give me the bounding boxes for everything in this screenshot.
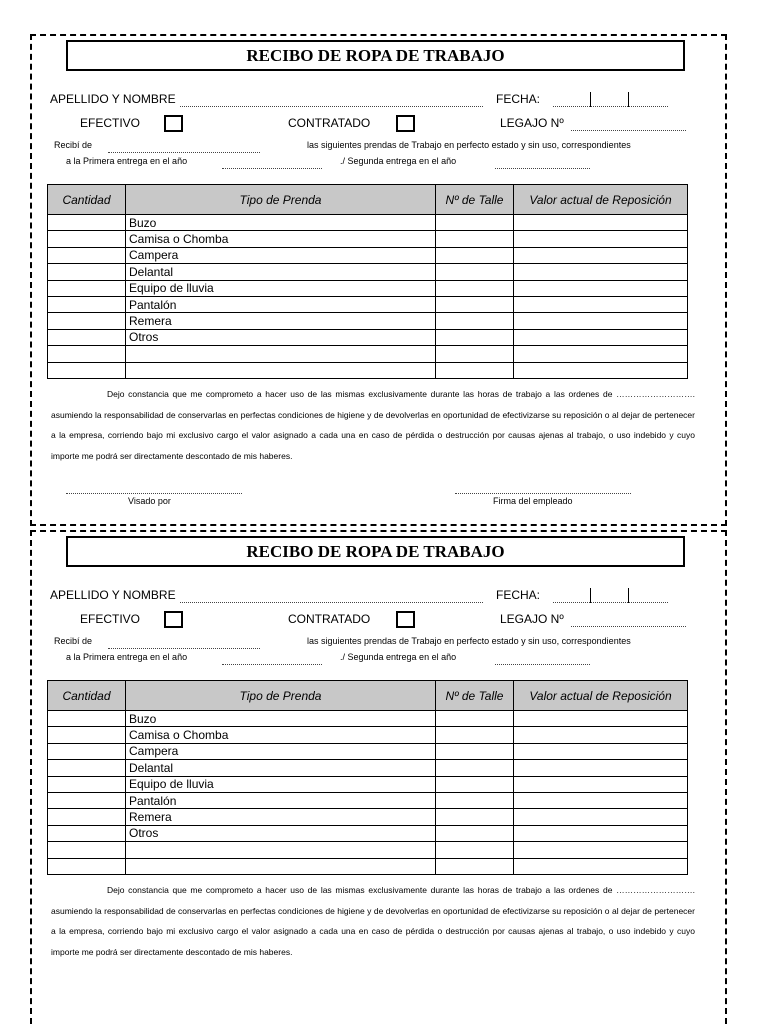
talle-cell[interactable] [436, 362, 514, 378]
valor-cell[interactable] [514, 760, 688, 776]
visado-signature-line[interactable] [66, 493, 242, 494]
prenda-cell: Campera [126, 247, 436, 263]
talle-cell[interactable] [436, 247, 514, 263]
contratado-label: CONTRATADO [288, 612, 371, 626]
valor-cell[interactable] [514, 842, 688, 858]
cantidad-cell[interactable] [48, 231, 126, 247]
visado-label: Visado por [128, 496, 171, 506]
prenda-cell: Campera [126, 743, 436, 759]
primera-entrega-label: a la Primera entrega en el año [66, 156, 188, 166]
table-row [48, 346, 688, 362]
prenda-cell[interactable] [126, 346, 436, 362]
fecha-field[interactable] [553, 106, 668, 107]
table-header-row [48, 681, 688, 711]
col-cantidad: Cantidad [48, 185, 126, 215]
table-row [48, 809, 688, 825]
valor-cell[interactable] [514, 247, 688, 263]
table-header-row [48, 185, 688, 215]
valor-cell[interactable] [514, 858, 688, 874]
col-tipo-prenda: Tipo de Prenda [126, 185, 436, 215]
recibi-label: Recibí de [54, 636, 93, 646]
fecha-divider [628, 92, 629, 107]
declaration-paragraph: Dejo constancia que me comprometo a hacer uso de las mismas exclusivamente durante las horas de trabajo a las ordenes de ………………………. asumiendo la responsabilidad de conservarlas en perfectas condiciones de higiene y de devolverlas en oportunidad de efectivizarse su reposición o al dejar de pertenecer a la empresa, corriendo bajo mi exclusivo cargo el valor asignado a cada una en caso de pérdida o destrucción por causas ajenas al trabajo, o uso indebido y cuyo importe me podrá ser directamente descontado de mis haberes. [51, 389, 695, 461]
prenda-cell: Equipo de lluvia [126, 280, 436, 296]
table-row [48, 215, 688, 231]
fecha-divider [590, 92, 591, 107]
valor-cell[interactable] [514, 231, 688, 247]
cantidad-cell[interactable] [48, 280, 126, 296]
receipt-section-1 [0, 0, 768, 506]
apellido-field[interactable] [180, 106, 483, 107]
col-talle: Nº de Talle [436, 185, 514, 215]
prenda-cell: Delantal [126, 264, 436, 280]
receipt-section-2 [0, 496, 768, 986]
firma-signature-line[interactable] [455, 493, 631, 494]
talle-cell[interactable] [436, 842, 514, 858]
talle-cell[interactable] [436, 215, 514, 231]
legajo-label: LEGAJO Nº [500, 612, 564, 626]
table-row [48, 264, 688, 280]
cantidad-cell[interactable] [48, 711, 126, 727]
table-row [48, 313, 688, 329]
recibi-label: Recibí de [54, 140, 93, 150]
table-row [48, 280, 688, 296]
efectivo-label: EFECTIVO [80, 116, 141, 130]
prenda-cell: Buzo [126, 215, 436, 231]
talle-cell[interactable] [436, 346, 514, 362]
items-table [47, 680, 688, 875]
valor-cell[interactable] [514, 825, 688, 841]
talle-cell[interactable] [436, 809, 514, 825]
table-row [48, 711, 688, 727]
form-title: RECIBO DE ROPA DE TRABAJO [66, 40, 685, 71]
valor-cell[interactable] [514, 346, 688, 362]
col-cantidad: Cantidad [48, 681, 126, 711]
cantidad-cell[interactable] [48, 362, 126, 378]
prenda-cell: Pantalón [126, 792, 436, 808]
table-row [48, 329, 688, 345]
valor-cell[interactable] [514, 215, 688, 231]
talle-cell[interactable] [436, 760, 514, 776]
cantidad-cell[interactable] [48, 776, 126, 792]
valor-cell[interactable] [514, 264, 688, 280]
talle-cell[interactable] [436, 727, 514, 743]
prenda-cell: Otros [126, 825, 436, 841]
fecha-divider [590, 588, 591, 603]
prenda-cell: Buzo [126, 711, 436, 727]
talle-cell[interactable] [436, 825, 514, 841]
table-row [48, 362, 688, 378]
cantidad-cell[interactable] [48, 247, 126, 263]
table-row [48, 776, 688, 792]
legajo-label: LEGAJO Nº [500, 116, 564, 130]
declaration-paragraph: Dejo constancia que me comprometo a hacer uso de las mismas exclusivamente durante las horas de trabajo a las ordenes de ………………………. asumiendo la responsabilidad de conservarlas en perfectas condiciones de higiene y de devolverlas en oportunidad de efectivizarse su reposición o al dejar de pertenecer a la empresa, corriendo bajo mi exclusivo cargo el valor asignado a cada una en caso de pérdida o destrucción por causas ajenas al trabajo, o uso indebido y cuyo importe me podrá ser directamente descontado de mis haberes. [51, 885, 695, 957]
table-row [48, 760, 688, 776]
items-table [47, 184, 688, 379]
talle-cell[interactable] [436, 280, 514, 296]
talle-cell[interactable] [436, 264, 514, 280]
prenda-cell: Remera [126, 809, 436, 825]
valor-cell[interactable] [514, 743, 688, 759]
cantidad-cell[interactable] [48, 329, 126, 345]
table-row [48, 247, 688, 263]
efectivo-checkbox[interactable] [164, 611, 183, 628]
table-row [48, 231, 688, 247]
legajo-field[interactable] [571, 626, 686, 627]
apellido-label: APELLIDO Y NOMBRE [50, 92, 176, 106]
primera-entrega-field[interactable] [222, 664, 322, 665]
valor-cell[interactable] [514, 727, 688, 743]
valor-cell[interactable] [514, 711, 688, 727]
apellido-label: APELLIDO Y NOMBRE [50, 588, 176, 602]
cantidad-cell[interactable] [48, 743, 126, 759]
talle-cell[interactable] [436, 711, 514, 727]
cantidad-cell[interactable] [48, 760, 126, 776]
cantidad-cell[interactable] [48, 792, 126, 808]
recibi-field[interactable] [108, 648, 260, 649]
col-valor: Valor actual de Reposición [514, 185, 688, 215]
primera-entrega-field[interactable] [222, 168, 322, 169]
talle-cell[interactable] [436, 313, 514, 329]
fecha-label: FECHA: [496, 92, 541, 106]
prenda-cell: Remera [126, 313, 436, 329]
valor-cell[interactable] [514, 329, 688, 345]
table-row [48, 825, 688, 841]
segunda-entrega-field[interactable] [495, 664, 590, 665]
valor-cell[interactable] [514, 280, 688, 296]
valor-cell[interactable] [514, 313, 688, 329]
talle-cell[interactable] [436, 776, 514, 792]
cantidad-cell[interactable] [48, 313, 126, 329]
segunda-entrega-field[interactable] [495, 168, 590, 169]
col-talle: Nº de Talle [436, 681, 514, 711]
contratado-checkbox[interactable] [396, 611, 415, 628]
prendas-text: las siguientes prendas de Trabajo en perfecto estado y sin uso, correspondientes [307, 140, 631, 150]
prenda-cell: Delantal [126, 760, 436, 776]
prenda-cell: Pantalón [126, 296, 436, 312]
valor-cell[interactable] [514, 792, 688, 808]
talle-cell[interactable] [436, 743, 514, 759]
cantidad-cell[interactable] [48, 296, 126, 312]
table-row [48, 727, 688, 743]
cantidad-cell[interactable] [48, 264, 126, 280]
col-tipo-prenda: Tipo de Prenda [126, 681, 436, 711]
talle-cell[interactable] [436, 792, 514, 808]
fecha-label: FECHA: [496, 588, 541, 602]
efectivo-label: EFECTIVO [80, 612, 141, 626]
prenda-cell[interactable] [126, 842, 436, 858]
contratado-checkbox[interactable] [396, 115, 415, 132]
recibi-field[interactable] [108, 152, 260, 153]
table-row [48, 743, 688, 759]
form-title: RECIBO DE ROPA DE TRABAJO [66, 536, 685, 567]
talle-cell[interactable] [436, 296, 514, 312]
prenda-cell: Equipo de lluvia [126, 776, 436, 792]
table-row [48, 296, 688, 312]
prenda-cell: Camisa o Chomba [126, 727, 436, 743]
efectivo-checkbox[interactable] [164, 115, 183, 132]
table-row [48, 792, 688, 808]
legajo-field[interactable] [571, 130, 686, 131]
talle-cell[interactable] [436, 231, 514, 247]
primera-entrega-label: a la Primera entrega en el año [66, 652, 188, 662]
cantidad-cell[interactable] [48, 215, 126, 231]
firma-label: Firma del empleado [493, 496, 573, 506]
cantidad-cell[interactable] [48, 809, 126, 825]
prenda-cell[interactable] [126, 858, 436, 874]
table-row [48, 858, 688, 874]
col-valor: Valor actual de Reposición [514, 681, 688, 711]
valor-cell[interactable] [514, 362, 688, 378]
cantidad-cell[interactable] [48, 842, 126, 858]
prendas-text: las siguientes prendas de Trabajo en perfecto estado y sin uso, correspondientes [307, 636, 631, 646]
prenda-cell: Camisa o Chomba [126, 231, 436, 247]
table-row [48, 842, 688, 858]
apellido-field[interactable] [180, 602, 483, 603]
prenda-cell: Otros [126, 329, 436, 345]
segunda-entrega-label: ./ Segunda entrega en el año [340, 156, 457, 166]
cantidad-cell[interactable] [48, 858, 126, 874]
fecha-field[interactable] [553, 602, 668, 603]
talle-cell[interactable] [436, 858, 514, 874]
talle-cell[interactable] [436, 329, 514, 345]
fecha-divider [628, 588, 629, 603]
contratado-label: CONTRATADO [288, 116, 371, 130]
valor-cell[interactable] [514, 809, 688, 825]
cantidad-cell[interactable] [48, 346, 126, 362]
valor-cell[interactable] [514, 296, 688, 312]
cantidad-cell[interactable] [48, 825, 126, 841]
valor-cell[interactable] [514, 776, 688, 792]
segunda-entrega-label: ./ Segunda entrega en el año [340, 652, 457, 662]
cantidad-cell[interactable] [48, 727, 126, 743]
prenda-cell[interactable] [126, 362, 436, 378]
